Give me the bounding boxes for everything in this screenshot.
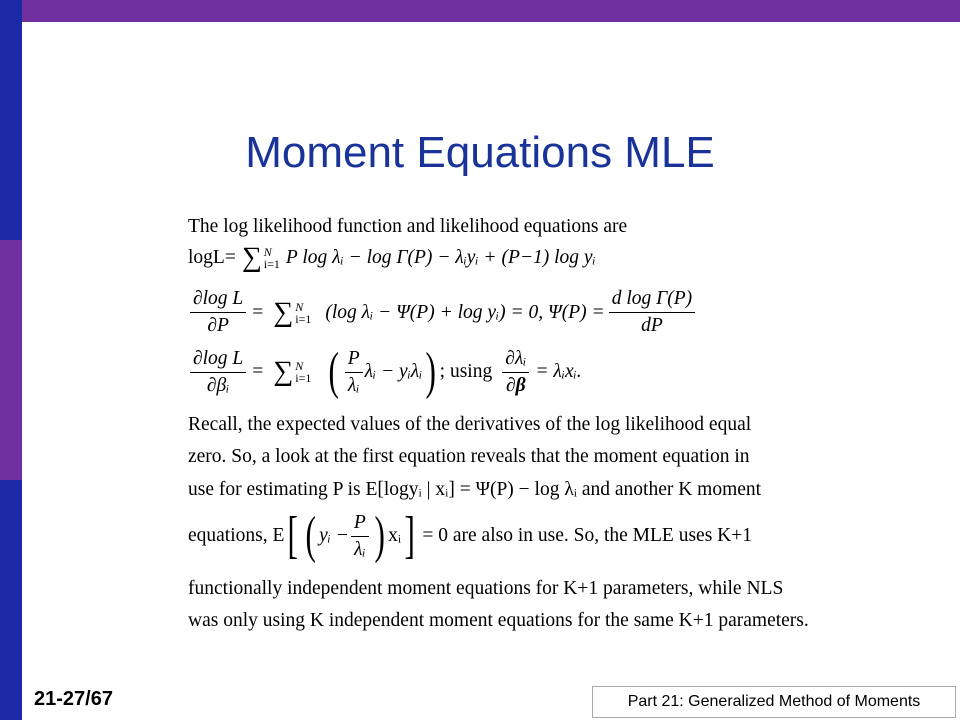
eq4-num: P [351, 512, 369, 537]
eq3-sum-upper: N [295, 359, 304, 373]
sigma-icon: ∑ [273, 296, 294, 328]
right-paren-icon: ) [425, 343, 437, 400]
eq3-inner-num: P [345, 348, 363, 373]
eq1-lhs: logL= [188, 247, 236, 268]
slide-title: Moment Equations MLE [245, 128, 715, 177]
eq1-sum-lower: i=1 [263, 257, 280, 271]
eq2-lhs-den: ∂P [207, 315, 229, 336]
eq2-rhs-den: dP [641, 315, 663, 336]
eq3-d-num: ∂λᵢ [502, 348, 529, 373]
eq2-sum-lower: i=1 [295, 311, 312, 326]
top-accent-bar [0, 0, 960, 22]
eq4-den: λᵢ [354, 538, 366, 560]
eq3-d-rhs: = λᵢxᵢ. [535, 361, 582, 382]
eq2-rhs-num: d log Γ(P) [609, 288, 695, 313]
eq2-body: (log λᵢ − Ψ(P) + log yᵢ) = 0, Ψ(P) = [325, 301, 605, 323]
eq4-x: xᵢ [388, 525, 402, 546]
right-paren-icon: ) [374, 507, 385, 564]
eq3-sum-lower: i=1 [295, 371, 312, 385]
eq4-pre: equations, E [188, 525, 285, 546]
eq3-lhs-den: ∂βᵢ [206, 374, 230, 396]
eq2-lhs-num: ∂log L [190, 288, 246, 313]
left-bar-segment-middle [0, 240, 22, 480]
footer-part-text: Part 21: Generalized Method of Moments [627, 693, 921, 710]
eq2-sum [273, 296, 312, 328]
eq2-sum-upper: N [295, 299, 304, 314]
left-bar-segment-top [0, 0, 22, 240]
paragraph2-line-2: was only using K independent moment equations for the same K+1 parameters. [188, 610, 809, 631]
eq3-inner-fraction [345, 348, 363, 397]
left-paren-icon: ( [305, 507, 316, 564]
left-bar-segment-bottom [0, 480, 22, 720]
equation-loglikelihood [188, 244, 596, 272]
eq1-sum-upper: N [263, 245, 272, 259]
eq1-rhs: P log λᵢ − log Γ(P) − λᵢyᵢ + (P−1) log yᵢ [285, 247, 596, 268]
eq4-fraction [351, 512, 369, 561]
eq3-inner-den: λᵢ [347, 374, 360, 396]
eq3-d-den: ∂β [505, 374, 526, 396]
equation-dlogL-dbeta [188, 343, 582, 400]
eq3-lhs-fraction [190, 348, 246, 397]
paragraph2-line-1: functionally independent moment equations for K+1 parameters, while NLS [188, 578, 784, 599]
eq3-sum [273, 358, 311, 386]
eq3-using: ; using [439, 361, 493, 382]
eq3-equals: = [252, 361, 264, 382]
equation-dlogL-dP [188, 288, 697, 337]
eq3-lhs-num: ∂log L [190, 348, 246, 373]
eq2-rhs-fraction [609, 288, 695, 337]
footer-part-label [592, 686, 956, 718]
paragraph-line-1: Recall, the expected values of the derivatives of the log likelihood equal [188, 414, 752, 435]
left-bracket-icon: [ [287, 507, 299, 564]
left-paren-icon: ( [328, 343, 340, 400]
sigma-icon: ∑ [241, 242, 262, 273]
eq1-sum [242, 244, 280, 272]
intro-text: The log likelihood function and likelihood equations are [188, 216, 628, 237]
eq2-equals: = [252, 301, 264, 323]
left-accent-bar [0, 0, 22, 720]
eq3-derivative-fraction [502, 348, 529, 397]
paragraph-line-3: use for estimating P is E[logyᵢ | xᵢ] = Ψ(P) − log λᵢ and another K moment [188, 479, 762, 500]
eq4-y: yᵢ − [319, 525, 349, 546]
right-bracket-icon: ] [404, 507, 415, 564]
slide-number: 21-27/67 [34, 688, 113, 710]
eq3-inner-rest: λᵢ − yᵢλᵢ [364, 361, 423, 382]
paragraph-line-2: zero. So, a look at the first equation reveals that the moment equation in [188, 446, 750, 467]
eq2-lhs-fraction [190, 288, 246, 337]
eq4-post: = 0 are also in use. So, the MLE uses K+1 [422, 525, 752, 546]
equation-moment [188, 507, 752, 564]
sigma-icon: ∑ [273, 356, 294, 387]
